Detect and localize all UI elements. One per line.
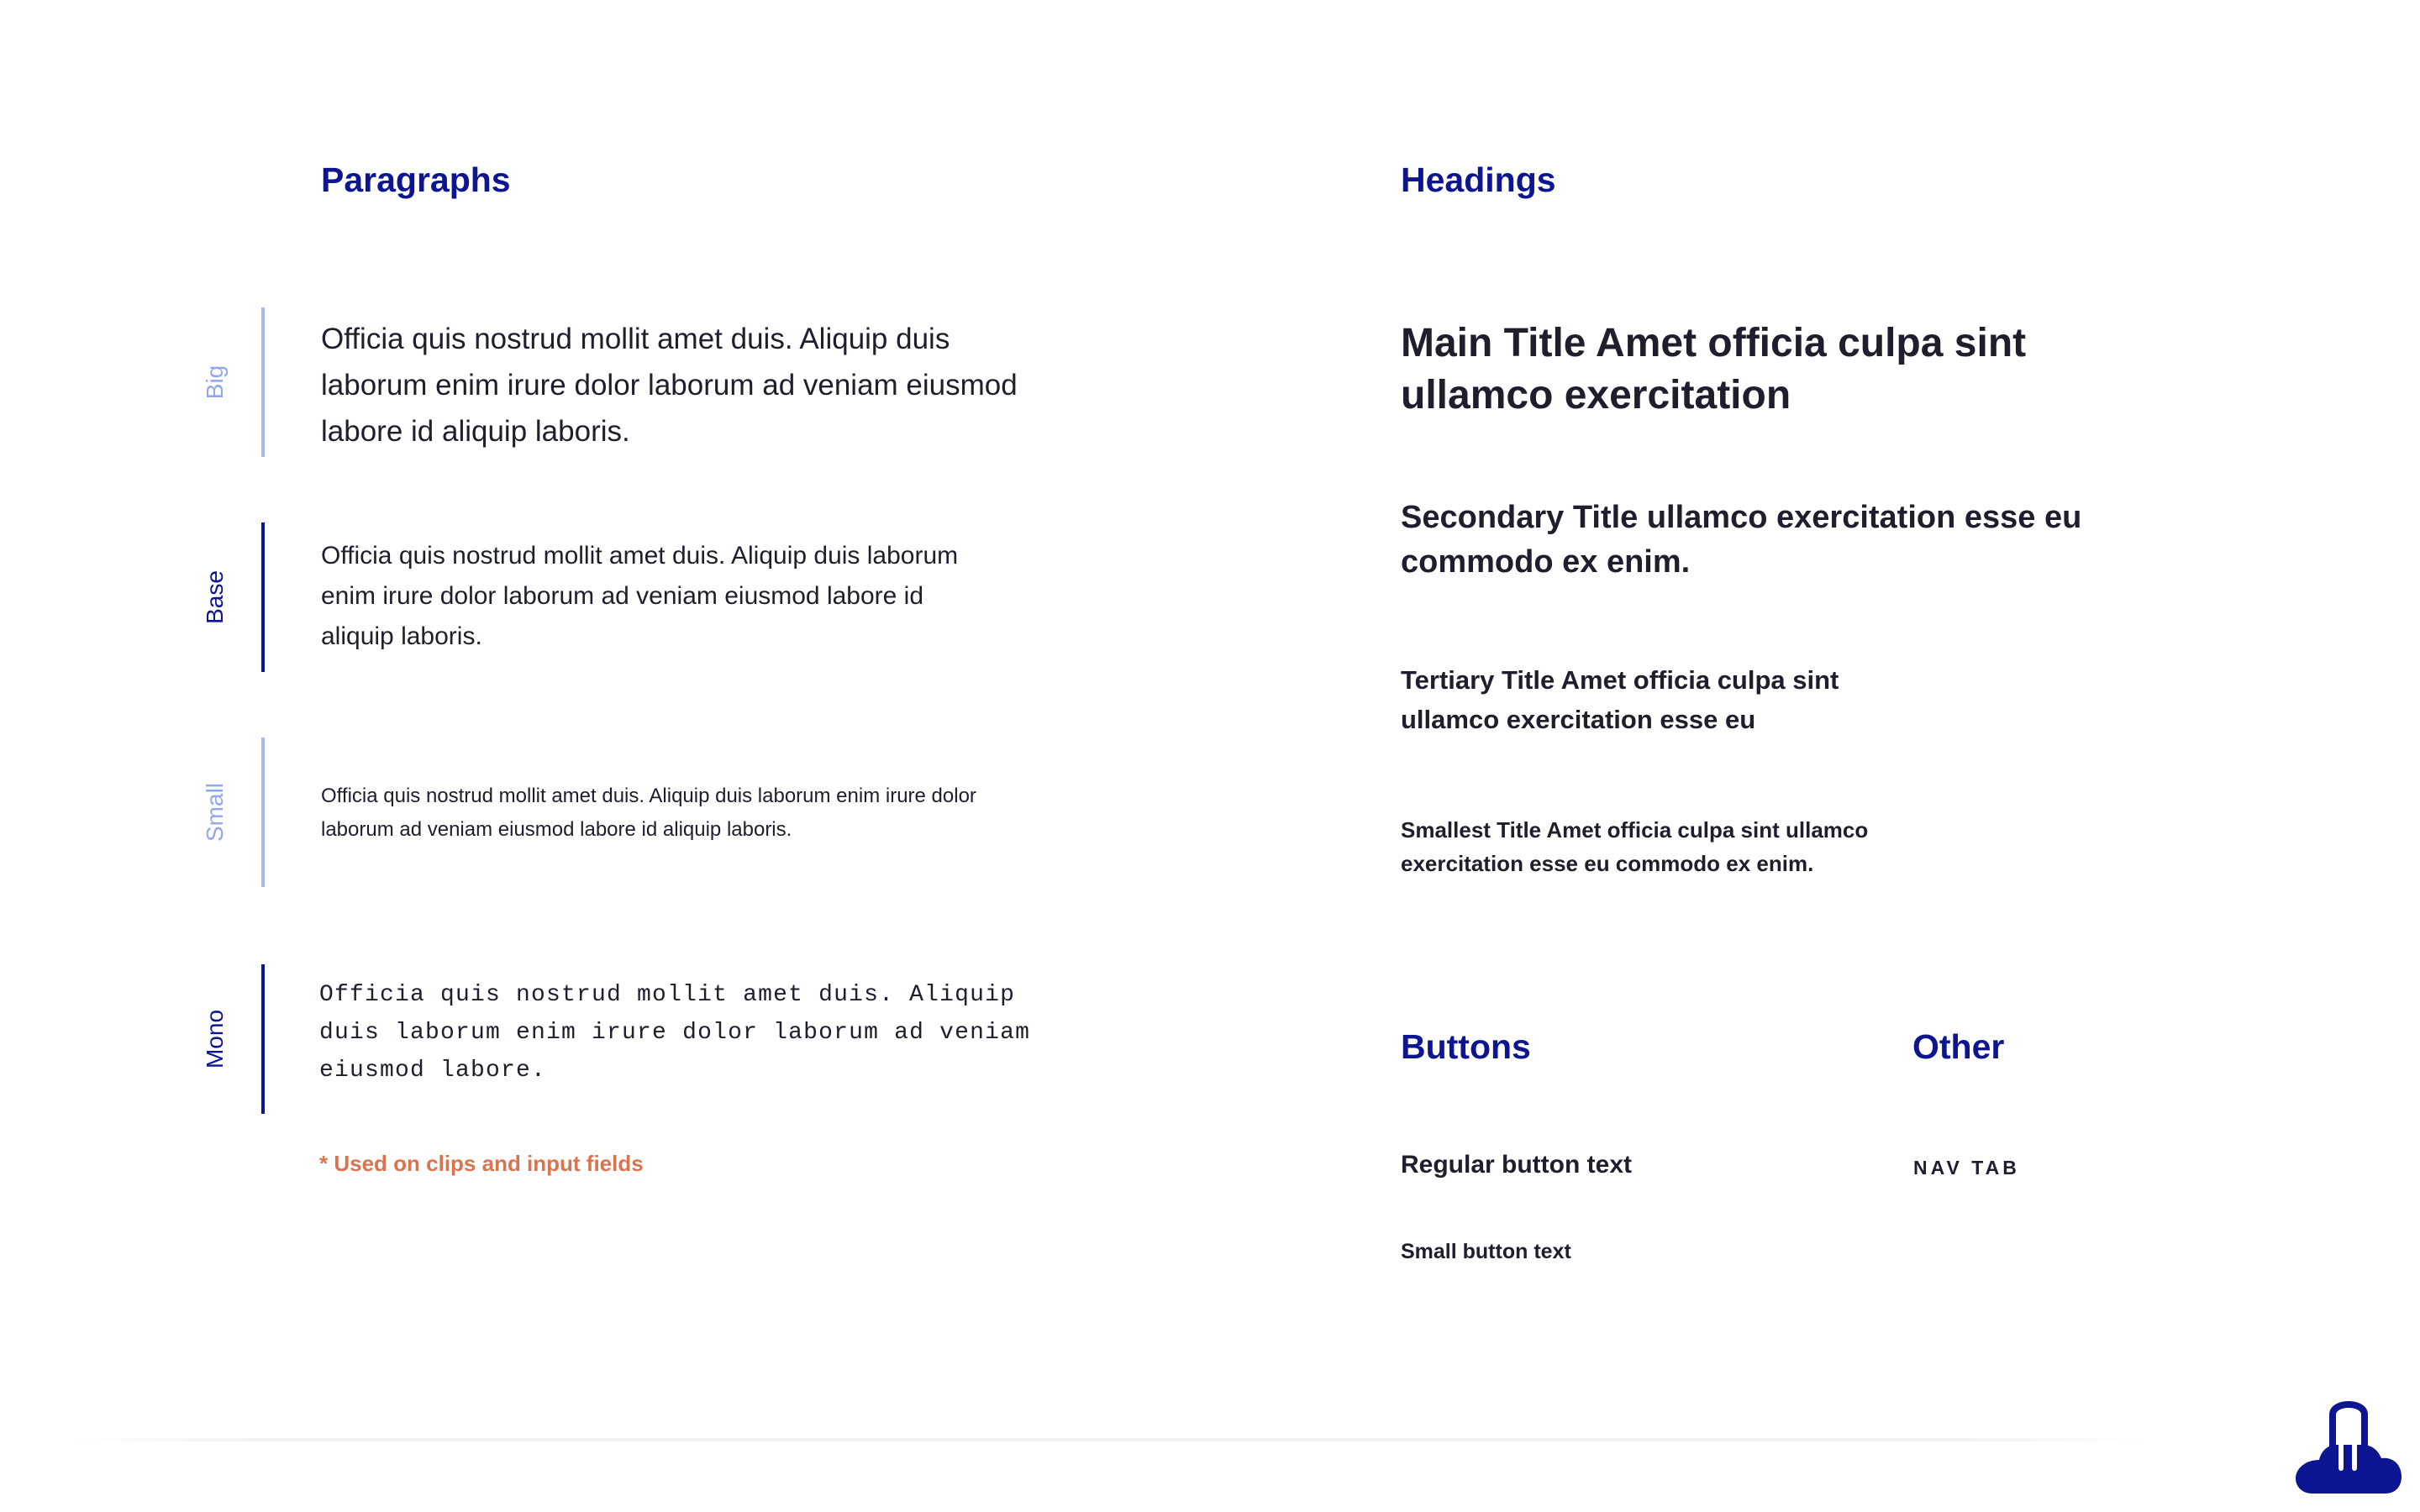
paragraph-text-mono: Officia quis nostrud mollit amet duis. Aliquip duis laborum enim irure dolor laborum ad veniam eiusmod labore. xyxy=(319,982,1031,1084)
paragraph-bar-small xyxy=(261,738,265,887)
headings-heading: Headings xyxy=(1401,160,1556,199)
regular-button-text-sample: Regular button text xyxy=(1401,1151,1632,1179)
paragraph-label-base: Base xyxy=(202,570,229,624)
paragraph-row-big xyxy=(202,307,1042,457)
footer-divider xyxy=(67,1438,2151,1441)
paragraph-label-mono: Mono xyxy=(202,1009,229,1069)
paragraph-row-small xyxy=(202,738,1042,887)
paragraph-bar-big xyxy=(261,307,265,457)
buttons-heading: Buttons xyxy=(1401,1027,1531,1066)
other-heading: Other xyxy=(1912,1027,2005,1066)
mono-footnote: * Used on clips and input fields xyxy=(319,1151,644,1176)
smallest-title-sample: Smallest Title Amet officia culpa sint ullamco exercitation esse eu commodo ex enim. xyxy=(1401,817,1869,876)
cloud-paperclip-logo-icon[interactable] xyxy=(2294,1394,2403,1495)
secondary-title-sample: Secondary Title ullamco exercitation esse eu commodo ex enim. xyxy=(1401,500,2082,580)
paragraph-row-mono xyxy=(202,964,1042,1114)
main-title-sample: Main Title Amet officia culpa sint ullamco exercitation xyxy=(1401,321,2027,417)
paragraphs-heading: Paragraphs xyxy=(321,160,511,199)
paragraph-label-big: Big xyxy=(202,365,228,400)
paragraph-text-big: Officia quis nostrud mollit amet duis. Aliquip duis laborum enim irure dolor laborum ad veniam eiusmod labore id aliquip laboris. xyxy=(321,323,1018,448)
paragraph-label-small: Small xyxy=(202,782,229,843)
paragraph-text-base: Officia quis nostrud mollit amet duis. Aliquip duis laborum enim irure dolor laborum ad veniam eiusmod labore id aliquip laboris. xyxy=(321,542,959,650)
paragraph-bar-mono xyxy=(261,964,265,1114)
paragraph-bar-base xyxy=(261,522,265,672)
paragraph-row-base xyxy=(202,522,1042,672)
nav-tab-sample: NAV TAB xyxy=(1913,1157,2020,1179)
small-button-text-sample: Small button text xyxy=(1401,1240,1571,1263)
tertiary-title-sample: Tertiary Title Amet officia culpa sint ullamco exercitation esse eu xyxy=(1401,665,1839,734)
paragraph-text-small: Officia quis nostrud mollit amet duis. Aliquip duis laborum enim irure dolor laborum ad veniam eiusmod labore id aliquip laboris. xyxy=(321,785,976,841)
